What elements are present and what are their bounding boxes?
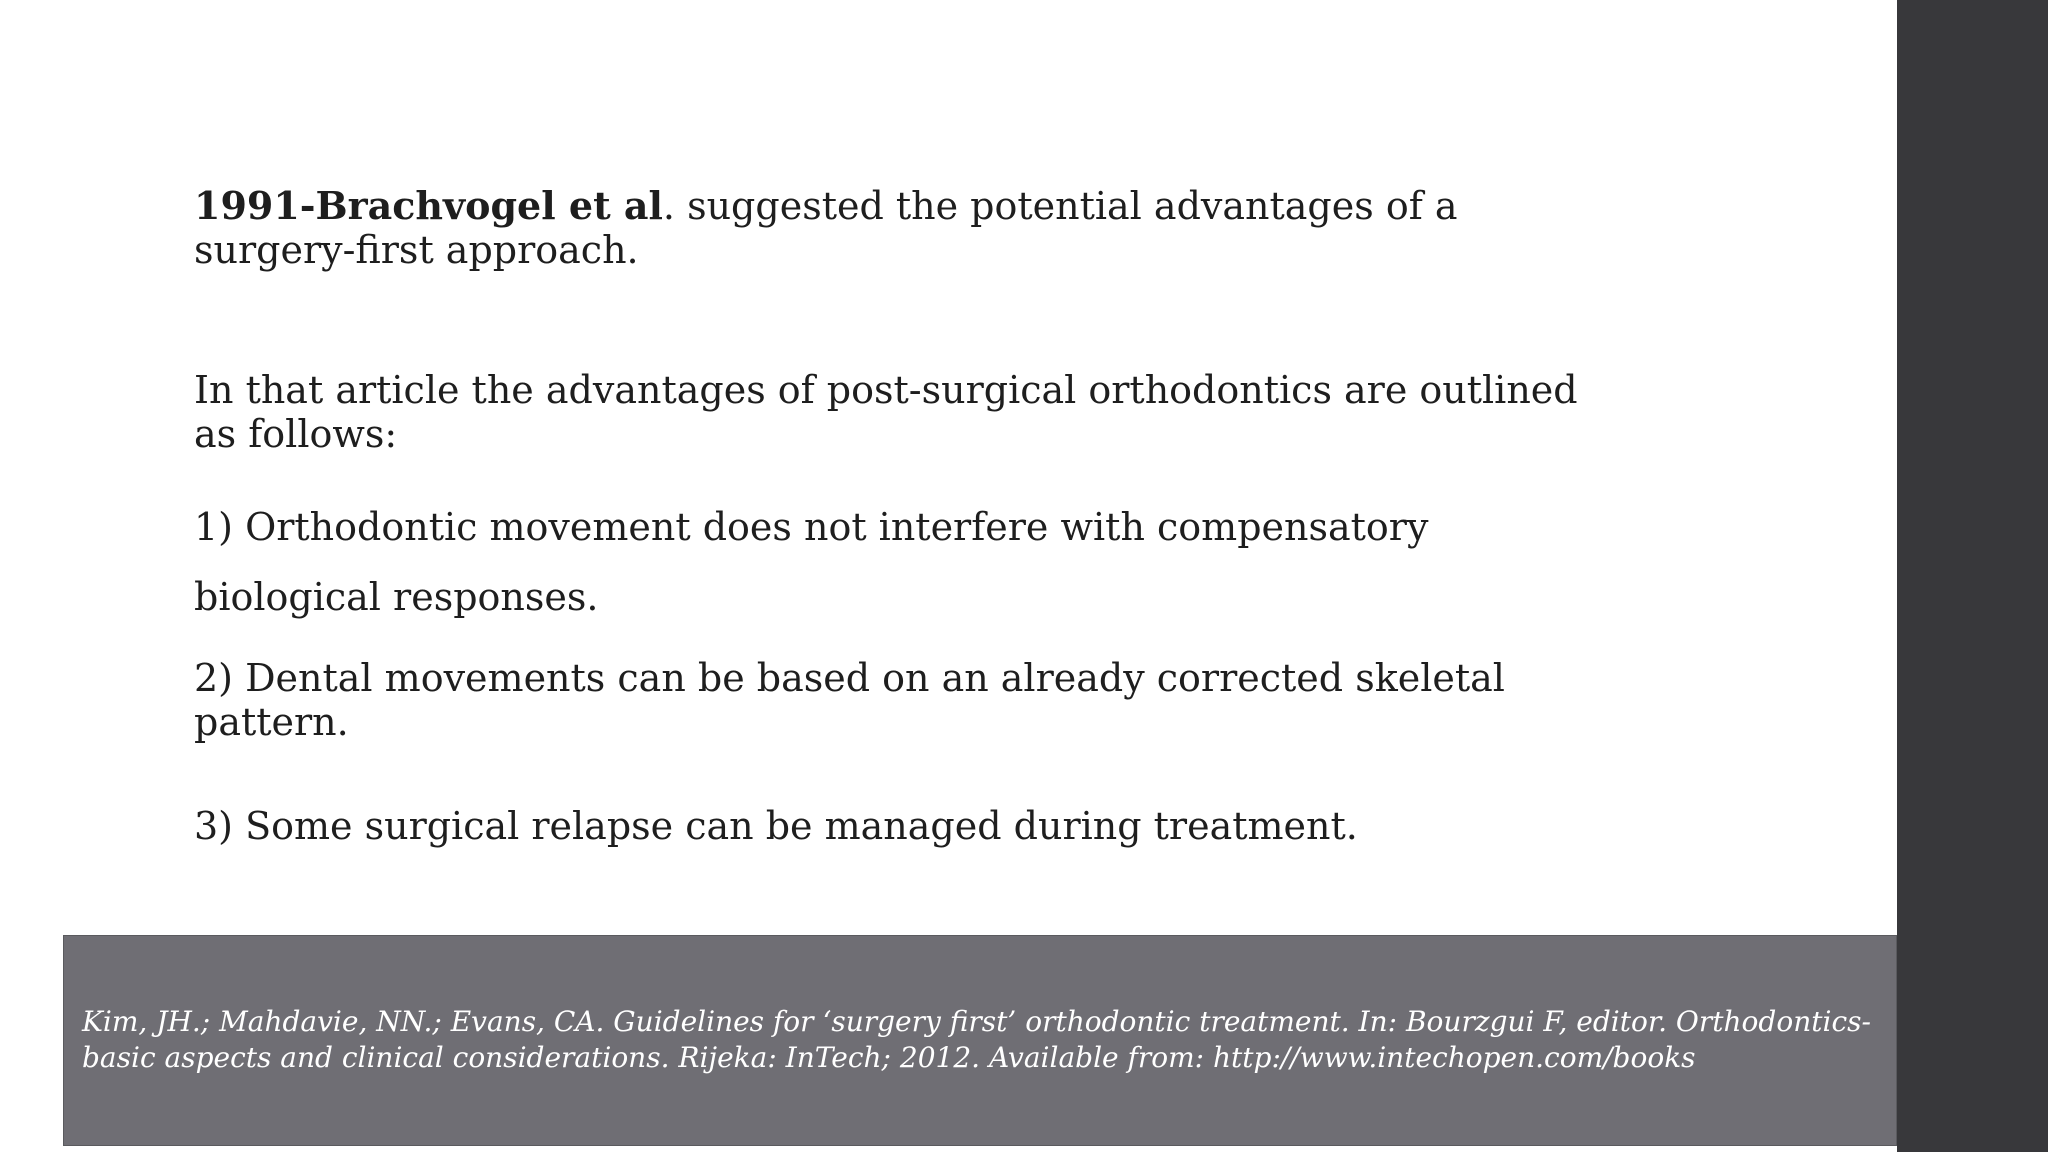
author-citation: 1991-Brachvogel et al xyxy=(194,183,663,228)
slide-body xyxy=(194,184,1614,848)
reference-box xyxy=(63,935,1897,1146)
intro-paragraph xyxy=(194,184,1614,272)
right-side-bar xyxy=(1897,0,2048,1152)
list-item: 1) Orthodontic movement does not interfere with compensatory biological responses. xyxy=(194,505,1429,619)
article-sentence: In that article the advantages of post-surgical orthodontics are outlined as follows: xyxy=(194,368,1578,456)
list-item: 2) Dental movements can be based on an already corrected skeletal pattern. xyxy=(194,656,1505,744)
list-item: 3) Some surgical relapse can be managed during treatment. xyxy=(194,804,1358,848)
reference-text: Kim, JH.; Mahdavie, NN.; Evans, CA. Guidelines for ‘surgery first’ orthodontic treatment. In: Bourzgui F, editor. Orthodontics-basic aspects and clinical considerations. Rijeka: InTech; 2012. Available from: http://www.intechopen.com/books xyxy=(82,1005,1871,1074)
intro-text: . suggested the potential advantages of a surgery-first approach. xyxy=(194,184,1458,272)
